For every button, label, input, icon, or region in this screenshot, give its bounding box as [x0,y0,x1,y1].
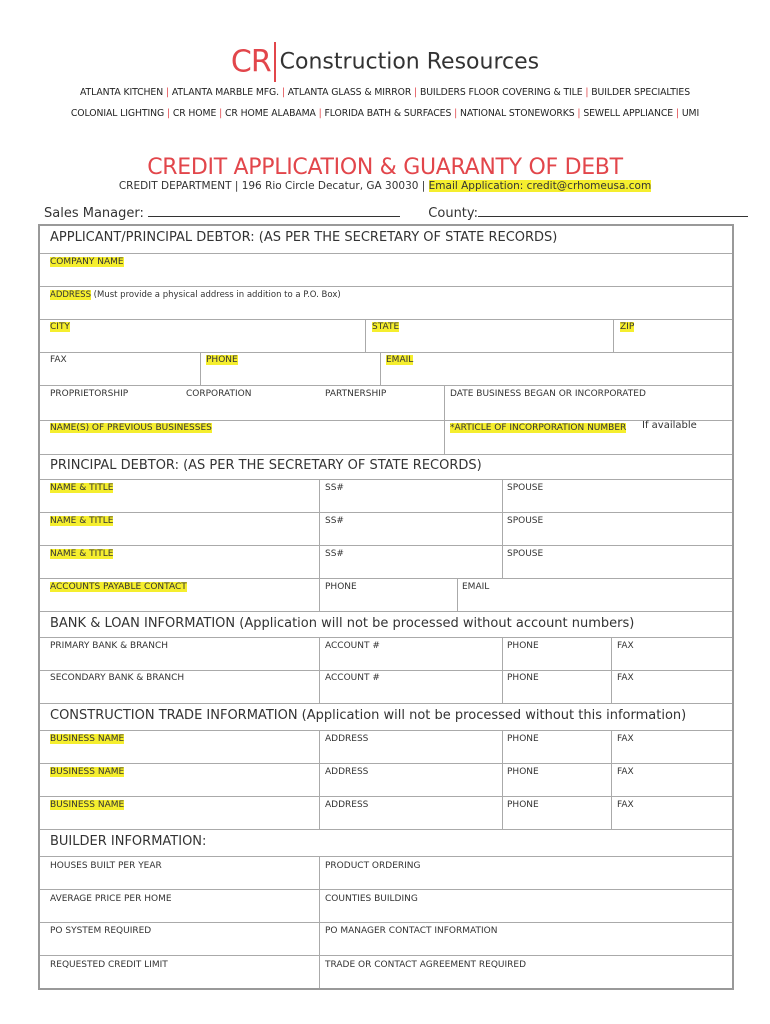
secondary-bank-fax-label: FAX [617,673,634,683]
divider [40,703,732,704]
trade-phone-label-1: PHONE [507,734,539,744]
trade-fax-label-3: FAX [617,800,634,810]
trade-business-name-label-2: BUSINESS NAME [50,767,125,777]
sales-manager-field[interactable] [148,204,400,217]
divider [40,922,732,923]
trade-address-label-2: ADDRESS [325,767,369,777]
avg-price-label: AVERAGE PRICE PER HOME [50,894,172,904]
affiliate: SEWELL APPLIANCE [583,108,674,119]
primary-account-label: ACCOUNT # [325,641,380,651]
divider [40,352,732,353]
ss-label-1: SS# [325,483,344,493]
divider [40,829,732,830]
zip-label: ZIP [620,322,635,332]
secondary-bank-phone-label: PHONE [507,673,539,683]
divider [611,730,612,829]
affiliates-line-1: ATLANTA KITCHEN | ATLANTA MARBLE MFG. | ATLANTA GLASS & MIRROR | BUILDERS FLOOR COVERING & TILE | BUILDER SPECIALTIES [79,87,691,98]
divider [40,286,732,287]
primary-bank-fax-label: FAX [617,641,634,651]
primary-bank-phone-label: PHONE [507,641,539,651]
trade-fax-label-1: FAX [617,734,634,744]
spouse-label-2: SPOUSE [507,516,544,526]
divider [40,670,732,671]
divider [613,319,614,352]
previous-names-label: NAME(S) OF PREVIOUS BUSINESSES [50,423,212,433]
counties-building-label: COUNTIES BUILDING [325,894,418,904]
section-bank-heading: BANK & LOAN INFORMATION (Application will not be processed without account numbers) [50,616,635,631]
affiliate: COLONIAL LIGHTING [70,108,165,119]
form-title: CREDIT APPLICATION & GUARANTY OF DEBT [147,155,623,180]
affiliate: UMI [681,108,700,119]
affiliate: ATLANTA MARBLE MFG. [171,87,279,98]
email-application-link[interactable]: Email Application: credit@crhomeusa.com [428,180,652,192]
date-began-label: DATE BUSINESS BEGAN OR INCORPORATED [450,389,646,399]
affiliate: ATLANTA KITCHEN [79,87,164,98]
section-builder-heading: BUILDER INFORMATION: [50,834,207,849]
ap-phone-label: PHONE [325,582,357,592]
city-label: CITY [50,322,70,332]
divider [40,578,732,579]
county-label: County: [428,206,479,221]
fax-label: FAX [50,355,67,365]
section-trade-heading: CONSTRUCTION TRADE INFORMATION (Application will not be processed without this information) [50,708,687,723]
department-address: CREDIT DEPARTMENT | 196 Rio Circle Decatur, GA 30030 | [118,180,429,192]
phone-label: PHONE [206,355,238,365]
divider [319,730,320,829]
sales-manager-label: Sales Manager: [44,206,144,221]
divider [380,352,381,385]
company-name-label: COMPANY NAME [50,257,124,267]
email-label: EMAIL [386,355,414,365]
divider [40,637,732,638]
name-title-label-1: NAME & TITLE [50,483,114,493]
name-title-label-2: NAME & TITLE [50,516,114,526]
divider [40,319,732,320]
divider [40,796,732,797]
address-label: ADDRESS [50,290,91,300]
article-number-label: *ARTICLE OF INCORPORATION NUMBER [450,423,627,433]
divider [444,420,445,454]
divider [40,385,732,386]
divider [40,253,732,254]
affiliate: BUILDER SPECIALTIES [591,87,691,98]
trade-phone-label-2: PHONE [507,767,539,777]
trade-fax-label-2: FAX [617,767,634,777]
trade-address-label-3: ADDRESS [325,800,369,810]
partnership-option[interactable]: PARTNERSHIP [325,389,387,399]
trade-agreement-label: TRADE OR CONTACT AGREEMENT REQUIRED [325,960,527,970]
divider [502,479,503,578]
affiliate: CR HOME ALABAMA [224,108,316,119]
divider [40,420,732,421]
divider [40,763,732,764]
logo-divider [274,42,276,82]
section-principal-heading: PRINCIPAL DEBTOR: (AS PER THE SECRETARY OF STATE RECORDS) [50,458,482,473]
state-label: STATE [372,322,400,332]
spouse-label-3: SPOUSE [507,549,544,559]
divider [40,545,732,546]
affiliate: NATIONAL STONEWORKS [460,108,575,119]
divider [40,856,732,857]
divider [40,889,732,890]
secondary-account-label: ACCOUNT # [325,673,380,683]
houses-built-label: HOUSES BUILT PER YEAR [50,861,162,871]
divider [40,512,732,513]
application-form-frame [38,224,734,990]
affiliate: CR HOME [172,108,217,119]
divider [319,637,320,703]
trade-business-name-label-3: BUSINESS NAME [50,800,125,810]
company-logo [0,42,770,82]
address-note: (Must provide a physical address in addition to a P.O. Box) [90,290,341,300]
secondary-bank-label: SECONDARY BANK & BRANCH [50,673,185,683]
divider [319,856,320,988]
divider [502,730,503,829]
affiliate: ATLANTA GLASS & MIRROR [287,87,412,98]
divider [40,955,732,956]
divider [200,352,201,385]
divider [319,479,320,611]
trade-phone-label-3: PHONE [507,800,539,810]
proprietorship-option[interactable]: PROPRIETORSHIP [50,389,129,399]
trade-business-name-label-1: BUSINESS NAME [50,734,125,744]
primary-bank-label: PRIMARY BANK & BRANCH [50,641,169,651]
logo-mark: CR [230,44,271,80]
ss-label-3: SS# [325,549,344,559]
corporation-option[interactable]: CORPORATION [186,389,252,399]
affiliates-line-2: COLONIAL LIGHTING | CR HOME | CR HOME ALABAMA | FLORIDA BATH & SURFACES | NATIONAL STONEWORKS | SEWELL APPLIANCE | UMI [70,108,700,119]
affiliate: BUILDERS FLOOR COVERING & TILE [419,87,583,98]
divider [40,454,732,455]
county-field[interactable] [478,204,748,217]
ss-label-2: SS# [325,516,344,526]
divider [457,578,458,611]
divider [502,637,503,703]
divider [444,385,445,420]
trade-address-label-1: ADDRESS [325,734,369,744]
name-title-label-3: NAME & TITLE [50,549,114,559]
divider [40,730,732,731]
divider [40,479,732,480]
divider [40,611,732,612]
affiliate: FLORIDA BATH & SURFACES [324,108,452,119]
ap-contact-label: ACCOUNTS PAYABLE CONTACT [50,582,187,592]
section-applicant-heading: APPLICANT/PRINCIPAL DEBTOR: (AS PER THE SECRETARY OF STATE RECORDS) [50,230,558,245]
divider [365,319,366,352]
logo-company-name: Construction Resources [279,49,540,75]
spouse-label-1: SPOUSE [507,483,544,493]
sales-manager-county-line [44,204,734,221]
product-ordering-label: PRODUCT ORDERING [325,861,421,871]
po-manager-label: PO MANAGER CONTACT INFORMATION [325,926,498,936]
divider [611,637,612,703]
if-available-note: If available [642,420,697,431]
credit-department-info [0,180,770,192]
ap-email-label: EMAIL [462,582,490,592]
credit-limit-label: REQUESTED CREDIT LIMIT [50,960,168,970]
po-system-label: PO SYSTEM REQUIRED [50,926,152,936]
